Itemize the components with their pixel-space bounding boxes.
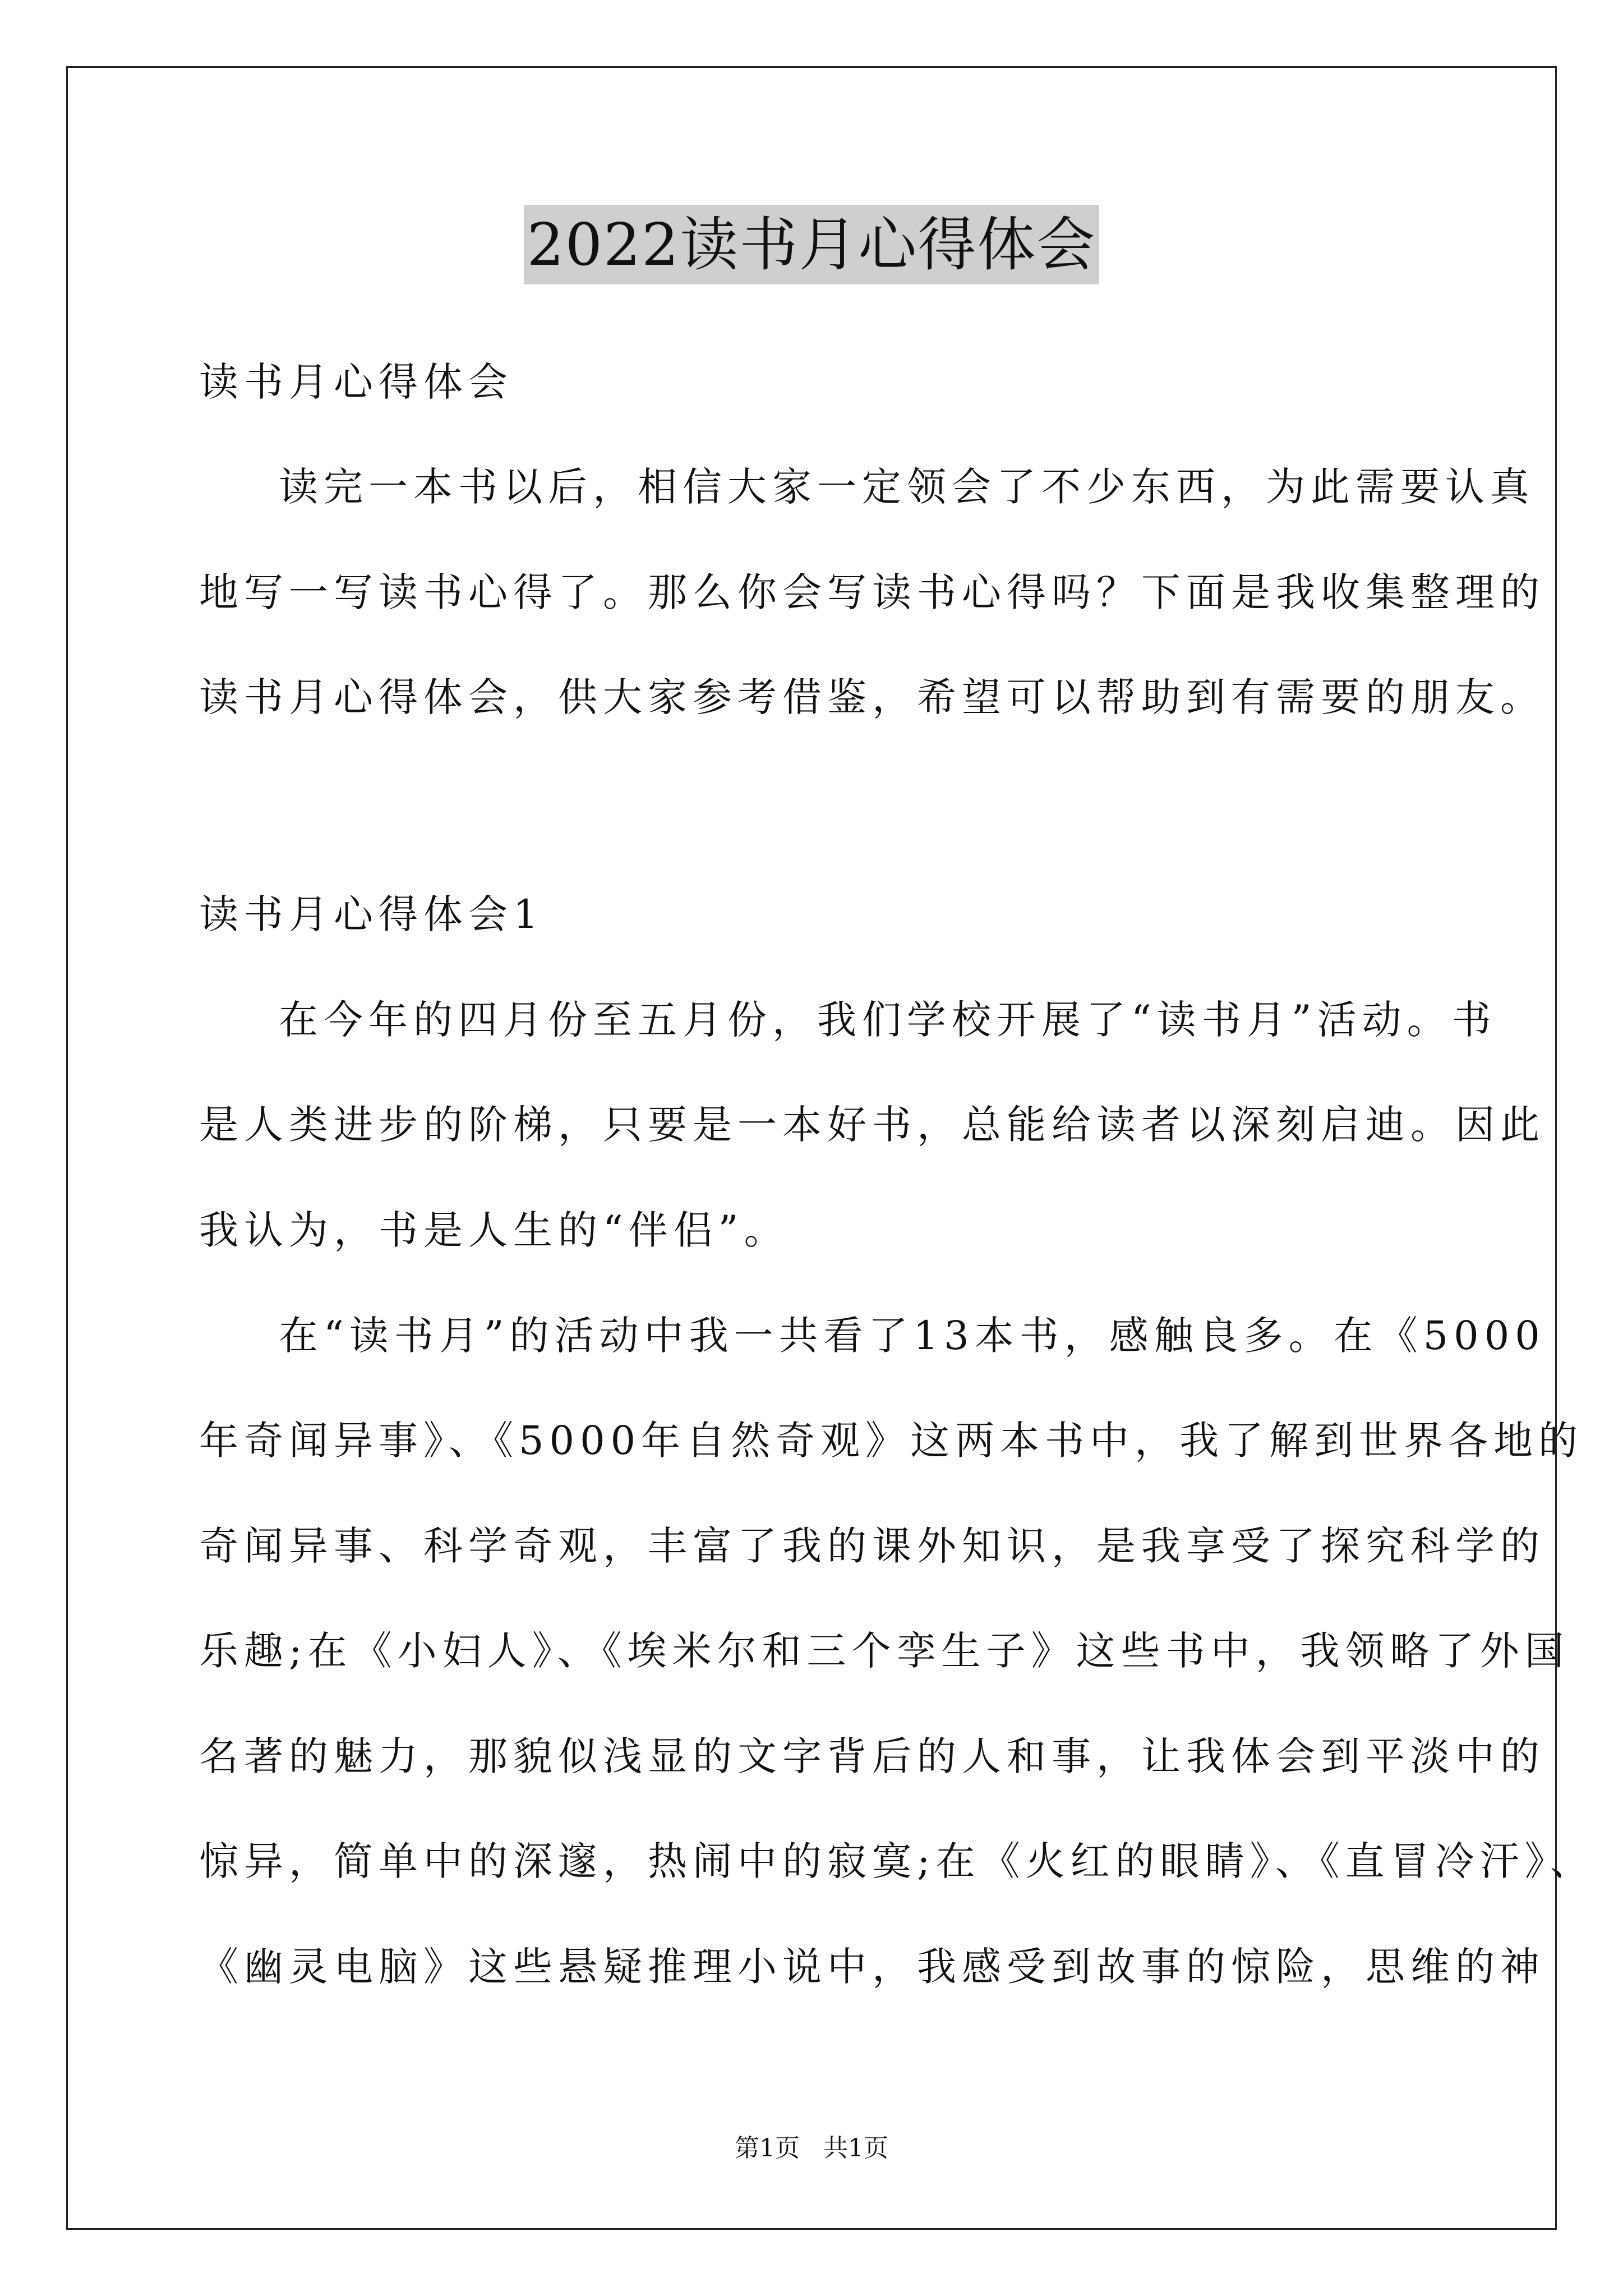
section-heading: 读书月心得体会1 xyxy=(199,891,544,937)
title-container xyxy=(0,205,1623,284)
paragraph-line: 地写一写读书心得了。那么你会写读书心得吗？下面是我收集整理的 xyxy=(199,569,1545,615)
page-footer xyxy=(0,2132,1623,2165)
paragraph-line: 《幽灵电脑》这些悬疑推理小说中，我感受到故事的惊险，思维的神 xyxy=(199,1944,1545,1990)
paragraph-line: 在“读书月”的活动中我一共看了13本书，感触良多。在《5000 xyxy=(279,1313,1546,1359)
paragraph-line: 在今年的四月份至五月份，我们学校开展了“读书月”活动。书 xyxy=(279,997,1497,1043)
page-number: 第1页 xyxy=(735,2134,800,2162)
paragraph-line: 奇闻异事、科学奇观，丰富了我的课外知识，是我享受了探究科学的 xyxy=(199,1523,1545,1569)
paragraph-line: 名著的魅力，那貌似浅显的文字背后的人和事，让我体会到平淡中的 xyxy=(199,1733,1545,1779)
paragraph-line: 是人类进步的阶梯，只要是一本好书，总能给读者以深刻启迪。因此 xyxy=(199,1102,1545,1148)
page-total: 共1页 xyxy=(823,2134,888,2162)
paragraph-line: 年奇闻异事》、《5000年自然奇观》这两本书中，我了解到世界各地的 xyxy=(199,1418,1584,1464)
paragraph-line: 读完一本书以后，相信大家一定领会了不少东西，为此需要认真 xyxy=(279,464,1535,510)
paragraph-line: 惊异，简单中的深邃，热闹中的寂寞;在《火红的眼睛》、《直冒冷汗》、 xyxy=(199,1838,1595,1884)
paragraph-line: 我认为，书是人生的“伴侣”。 xyxy=(199,1207,789,1253)
paragraph-line: 乐趣;在《小妇人》、《埃米尔和三个孪生子》这些书中，我领略了外国 xyxy=(199,1628,1570,1674)
paragraph-line: 读书月心得体会，供大家参考借鉴，希望可以帮助到有需要的朋友。 xyxy=(199,674,1545,720)
subtitle: 读书月心得体会 xyxy=(199,359,513,405)
document-title: 2022读书月心得体会 xyxy=(524,205,1100,284)
